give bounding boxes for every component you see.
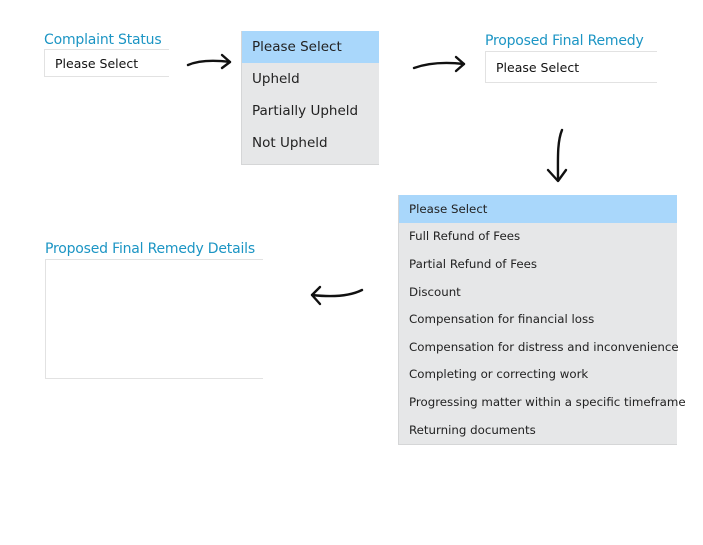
complaint-status-select[interactable] bbox=[44, 49, 169, 77]
proposed-final-remedy-dropdown bbox=[398, 195, 686, 445]
proposed-final-remedy-details-textarea[interactable] bbox=[45, 259, 263, 379]
dropdown-option[interactable]: Progressing matter within a specific timeframe bbox=[409, 394, 686, 409]
dropdown-option[interactable]: Full Refund of Fees bbox=[409, 229, 521, 244]
arrow-left-icon bbox=[308, 284, 364, 310]
arrow-down-icon bbox=[544, 128, 570, 186]
proposed-final-remedy-value: Please Select bbox=[496, 59, 580, 75]
proposed-final-remedy-select[interactable] bbox=[485, 51, 657, 83]
dropdown-option[interactable]: Please Select bbox=[399, 195, 677, 223]
dropdown-option[interactable]: Partial Refund of Fees bbox=[409, 256, 538, 271]
dropdown-option[interactable]: Completing or correcting work bbox=[409, 367, 589, 382]
dropdown-option[interactable]: Compensation for distress and inconvenience bbox=[409, 339, 679, 354]
dropdown-option[interactable]: Not Upheld bbox=[252, 135, 328, 151]
complaint-status-value: Please Select bbox=[55, 55, 139, 71]
complaint-status-label: Complaint Status bbox=[44, 32, 162, 48]
proposed-final-remedy-label: Proposed Final Remedy bbox=[485, 33, 644, 49]
proposed-final-remedy-details-label: Proposed Final Remedy Details bbox=[45, 241, 255, 257]
dropdown-option[interactable]: Partially Upheld bbox=[252, 103, 359, 119]
dropdown-option[interactable]: Please Select bbox=[242, 31, 379, 63]
dropdown-option[interactable]: Compensation for financial loss bbox=[409, 312, 595, 327]
dropdown-option[interactable]: Returning documents bbox=[409, 422, 536, 437]
dropdown-option[interactable]: Upheld bbox=[252, 71, 300, 87]
arrow-right-icon bbox=[186, 52, 234, 72]
arrow-right-icon bbox=[412, 54, 468, 74]
dropdown-option[interactable]: Discount bbox=[409, 284, 461, 299]
complaint-status-dropdown bbox=[241, 31, 379, 165]
